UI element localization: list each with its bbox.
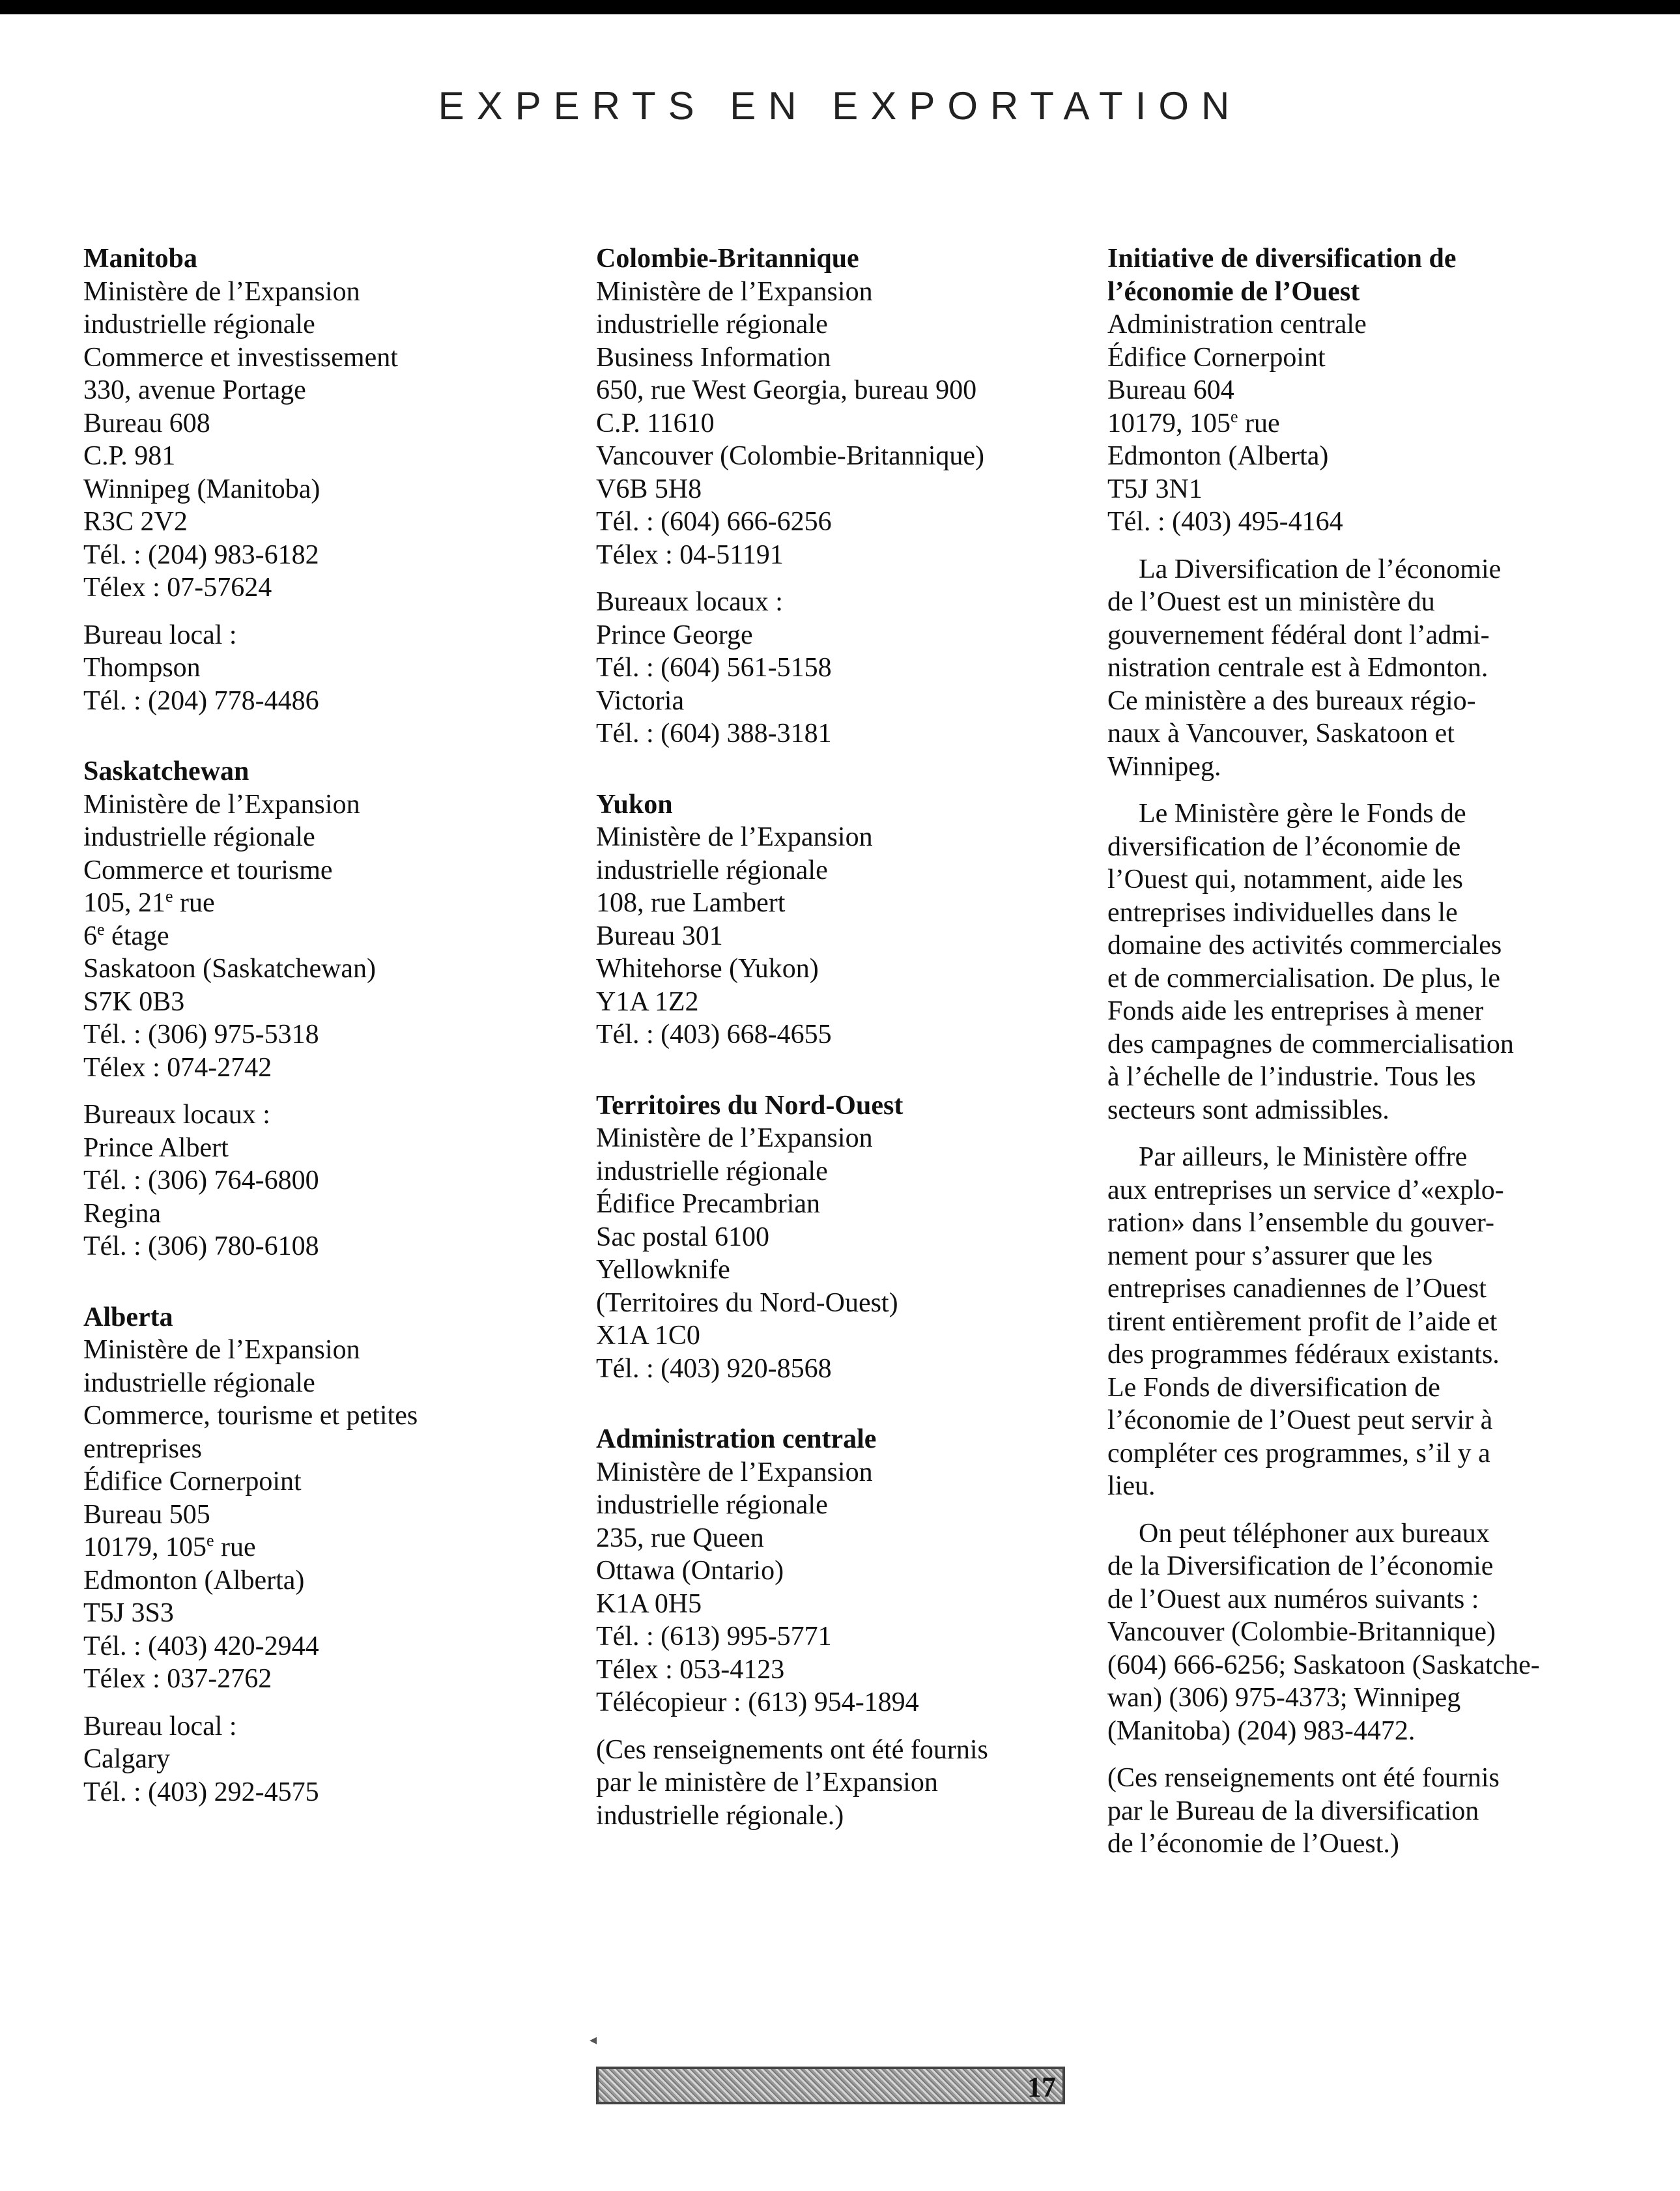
address-line: 330, avenue Portage xyxy=(83,375,306,405)
paragraph-line: et de commercialisation. De plus, le xyxy=(1107,963,1500,994)
paragraph-line: des campagnes de commercialisation xyxy=(1107,1029,1514,1059)
address-line: Winnipeg (Manitoba) xyxy=(83,474,320,504)
paragraph-line: Ce ministère a des bureaux régio- xyxy=(1107,685,1476,716)
address-line: 105, 21e rue xyxy=(83,887,215,918)
phone-line: Tél. : (204) 983-6182 xyxy=(83,539,319,570)
top-border xyxy=(0,0,1680,14)
section-territoires-nord-ouest xyxy=(596,1089,1078,1386)
phone-line: Tél. : (403) 420-2944 xyxy=(83,1631,319,1661)
local-offices xyxy=(83,619,552,718)
address-block xyxy=(83,276,552,605)
address-line: Commerce, tourisme et petites xyxy=(83,1401,418,1431)
address-line: Bureau 505 xyxy=(83,1499,210,1530)
paragraph-line: diversification de l’économie de xyxy=(1107,831,1461,862)
paragraph-line: Par ailleurs, le Ministère offre xyxy=(1139,1142,1468,1172)
section-saskatchewan xyxy=(83,755,552,1263)
address-line: industrielle régionale xyxy=(596,309,828,339)
section-title: Yukon xyxy=(596,789,673,820)
paragraph-line: Vancouver (Colombie-Britannique) xyxy=(1107,1617,1496,1647)
address-line: Ministère de l’Expansion xyxy=(596,822,873,852)
paragraph-line: La Diversification de l’économie xyxy=(1139,554,1502,584)
address-block xyxy=(83,788,552,1085)
address-line: Édifice Cornerpoint xyxy=(1107,342,1326,373)
section-title: l’économie de l’Ouest xyxy=(1107,276,1360,307)
paragraph-line: aux entreprises un service d’«explo- xyxy=(1107,1175,1504,1205)
paragraph-line: Le Ministère gère le Fonds de xyxy=(1139,799,1466,829)
paragraph-line: Winnipeg. xyxy=(1107,751,1221,782)
telex-line: Télex : 07-57624 xyxy=(83,573,272,603)
paragraph-line: Fonds aide les entreprises à mener xyxy=(1107,996,1484,1026)
local-line: Thompson xyxy=(83,653,201,683)
local-line: Victoria xyxy=(596,685,685,716)
address-line: R3C 2V2 xyxy=(83,507,188,537)
address-line: (Territoires du Nord-Ouest) xyxy=(596,1287,898,1318)
section-alberta xyxy=(83,1301,552,1809)
paragraph-line: nement pour s’assurer que les xyxy=(1107,1240,1433,1271)
scan-mark: ◂ xyxy=(590,2031,597,2048)
address-line: 10179, 105e rue xyxy=(1107,407,1280,438)
address-line: Sac postal 6100 xyxy=(596,1222,769,1252)
paragraph-line: naux à Vancouver, Saskatoon et xyxy=(1107,719,1455,749)
paragraph-line: On peut téléphoner aux bureaux xyxy=(1139,1518,1490,1549)
address-line: Commerce et tourisme xyxy=(83,855,333,885)
address-line: Édifice Cornerpoint xyxy=(83,1467,302,1496)
local-label: Bureaux locaux : xyxy=(83,1100,270,1130)
address-line: X1A 1C0 xyxy=(596,1321,700,1351)
paragraph-line: ration» dans l’ensemble du gouver- xyxy=(1107,1208,1494,1238)
address-line: 10179, 105e rue xyxy=(83,1531,256,1562)
address-line: Ottawa (Ontario) xyxy=(596,1556,784,1586)
section-colombie-britannique xyxy=(596,242,1078,751)
section-yukon xyxy=(596,788,1078,1052)
local-line: Tél. : (604) 388-3181 xyxy=(596,719,832,749)
address-line: Business Information xyxy=(596,342,831,373)
phone-line: Tél. : (306) 975-5318 xyxy=(83,1020,319,1050)
phone-line: Tél. : (403) 495-4164 xyxy=(1107,507,1343,537)
paragraph-line: lieu. xyxy=(1107,1471,1156,1501)
address-line: Bureau 604 xyxy=(1107,375,1234,405)
paragraph-line: entreprises individuelles dans le xyxy=(1107,897,1458,928)
address-line: 108, rue Lambert xyxy=(596,888,786,918)
address-line: Bureau 301 xyxy=(596,921,723,951)
address-line: K1A 0H5 xyxy=(596,1588,702,1619)
note-line: (Ces renseignements ont été fournis xyxy=(596,1734,988,1765)
paragraph-line: (604) 666-6256; Saskatoon (Saskatche- xyxy=(1107,1650,1540,1680)
address-line: industrielle régionale xyxy=(596,1490,828,1520)
address-line: Ministère de l’Expansion xyxy=(83,1335,360,1365)
address-line: industrielle régionale xyxy=(596,855,828,885)
note-line: par le Bureau de la diversification xyxy=(1107,1796,1479,1826)
address-line: C.P. 981 xyxy=(83,441,176,471)
paragraph-line: tirent entièrement profit de l’aide et xyxy=(1107,1306,1498,1337)
address-line: Edmonton (Alberta) xyxy=(83,1565,305,1596)
local-offices xyxy=(83,1710,552,1809)
address-line: Ministère de l’Expansion xyxy=(596,1123,873,1153)
phone-line: Tél. : (403) 920-8568 xyxy=(596,1353,832,1384)
paragraph-3 xyxy=(1107,1141,1583,1503)
paragraph-4 xyxy=(1107,1517,1583,1748)
section-title: Colombie-Britannique xyxy=(596,244,859,274)
paragraph-line: wan) (306) 975-4373; Winnipeg xyxy=(1107,1683,1461,1713)
telex-line: Télex : 037-2762 xyxy=(83,1664,272,1694)
address-line: Yellowknife xyxy=(596,1255,730,1285)
paragraph-line: entreprises canadiennes de l’Ouest xyxy=(1107,1274,1487,1304)
note-line: industrielle régionale.) xyxy=(596,1800,844,1831)
page-header: EXPERTS EN EXPORTATION xyxy=(438,84,1242,128)
paragraph-line: secteurs sont admissibles. xyxy=(1107,1095,1389,1125)
address-line: T5J 3S3 xyxy=(83,1598,174,1628)
paragraph-line: Le Fonds de diversification de xyxy=(1107,1372,1440,1403)
section-administration-centrale xyxy=(596,1423,1078,1832)
section-manitoba xyxy=(83,242,552,717)
paragraph-1 xyxy=(1107,553,1583,784)
address-line: 235, rue Queen xyxy=(596,1523,764,1553)
paragraph-line: l’économie de l’Ouest peut servir à xyxy=(1107,1405,1493,1435)
paragraph-line: des programmes fédéraux existants. xyxy=(1107,1339,1500,1369)
address-line: T5J 3N1 xyxy=(1107,474,1203,504)
note-line: (Ces renseignements ont été fournis xyxy=(1107,1763,1500,1793)
source-note xyxy=(596,1734,1078,1833)
address-line: industrielle régionale xyxy=(83,309,315,339)
address-block xyxy=(596,276,1078,572)
address-line: Édifice Precambrian xyxy=(596,1189,820,1219)
section-title: Alberta xyxy=(83,1302,173,1332)
address-line: 650, rue West Georgia, bureau 900 xyxy=(596,375,977,405)
local-label: Bureau local : xyxy=(83,1711,237,1741)
address-line: Administration centrale xyxy=(1107,309,1367,339)
local-line: Calgary xyxy=(83,1744,170,1774)
local-offices xyxy=(83,1098,552,1263)
address-line: industrielle régionale xyxy=(83,1368,315,1398)
local-line: Prince George xyxy=(596,620,753,650)
section-title: Administration centrale xyxy=(596,1424,877,1454)
address-line: S7K 0B3 xyxy=(83,986,185,1017)
paragraph-line: gouvernement fédéral dont l’admi- xyxy=(1107,620,1490,650)
page-number: 17 xyxy=(1027,2071,1056,2103)
phone-line: Tél. : (604) 666-6256 xyxy=(596,507,832,537)
telex-line: Télex : 074-2742 xyxy=(83,1052,272,1083)
local-line: Tél. : (306) 764-6800 xyxy=(83,1166,319,1196)
local-line: Tél. : (204) 778-4486 xyxy=(83,685,319,716)
address-line: Saskatoon (Saskatchewan) xyxy=(83,954,377,984)
local-label: Bureaux locaux : xyxy=(596,587,783,617)
address-line: 6e étage xyxy=(83,919,169,951)
column-middle xyxy=(596,242,1078,1870)
paragraph-line: de l’Ouest aux numéros suivants : xyxy=(1107,1584,1479,1614)
local-line: Prince Albert xyxy=(83,1132,229,1163)
address-block xyxy=(83,1334,552,1696)
address-line: Ministère de l’Expansion xyxy=(596,276,873,307)
section-title: Initiative de diversification de xyxy=(1107,244,1457,274)
note-line: par le ministère de l’Expansion xyxy=(596,1768,938,1797)
address-line: C.P. 11610 xyxy=(596,408,715,438)
section-title: Saskatchewan xyxy=(83,756,249,786)
column-left xyxy=(83,242,552,1846)
address-line: Y1A 1Z2 xyxy=(596,986,699,1017)
address-line: Vancouver (Colombie-Britannique) xyxy=(596,441,984,471)
paragraph-line: domaine des activités commerciales xyxy=(1107,930,1502,960)
address-line: Commerce et investissement xyxy=(83,342,398,373)
address-line: V6B 5H8 xyxy=(596,474,702,504)
local-line: Regina xyxy=(83,1198,161,1229)
address-line: Ministère de l’Expansion xyxy=(83,789,360,820)
local-label: Bureau local : xyxy=(83,620,237,650)
address-block xyxy=(596,1456,1078,1719)
phone-line: Tél. : (403) 668-4655 xyxy=(596,1020,832,1050)
phone-line: Tél. : (613) 995-5771 xyxy=(596,1622,832,1652)
fax-line: Télécopieur : (613) 954-1894 xyxy=(596,1687,919,1717)
address-line: Ministère de l’Expansion xyxy=(596,1457,873,1487)
local-line: Tél. : (306) 780-6108 xyxy=(83,1231,319,1261)
telex-line: Télex : 053-4123 xyxy=(596,1654,785,1685)
paragraph-line: nistration centrale est à Edmonton. xyxy=(1107,653,1488,683)
local-line: Tél. : (604) 561-5158 xyxy=(596,653,832,683)
local-offices xyxy=(596,586,1078,751)
address-line: industrielle régionale xyxy=(596,1156,828,1186)
page-footer-bar xyxy=(596,2067,1065,2104)
paragraph-line: à l’échelle de l’industrie. Tous les xyxy=(1107,1062,1476,1092)
address-line: Bureau 608 xyxy=(83,408,210,438)
address-line: industrielle régionale xyxy=(83,822,315,852)
paragraph-line: compléter ces programmes, s’il y a xyxy=(1107,1438,1490,1468)
address-line: Edmonton (Alberta) xyxy=(1107,441,1329,471)
address-line: Ministère de l’Expansion xyxy=(83,276,360,307)
address-line: Whitehorse (Yukon) xyxy=(596,954,819,984)
address-block xyxy=(1107,308,1583,539)
paragraph-line: (Manitoba) (204) 983-4472. xyxy=(1107,1715,1416,1746)
paragraph-line: de l’Ouest est un ministère du xyxy=(1107,587,1435,617)
source-note xyxy=(1107,1762,1583,1861)
local-line: Tél. : (403) 292-4575 xyxy=(83,1777,319,1807)
telex-line: Télex : 04-51191 xyxy=(596,539,784,570)
address-line: entreprises xyxy=(83,1433,202,1464)
column-right xyxy=(1107,242,1583,1861)
paragraph-2 xyxy=(1107,797,1583,1126)
paragraph-line: de la Diversification de l’économie xyxy=(1107,1551,1494,1581)
paragraph-line: l’Ouest qui, notamment, aide les xyxy=(1107,865,1463,895)
section-title: Territoires du Nord-Ouest xyxy=(596,1090,904,1121)
note-line: de l’économie de l’Ouest.) xyxy=(1107,1829,1399,1859)
section-title: Manitoba xyxy=(83,244,198,274)
